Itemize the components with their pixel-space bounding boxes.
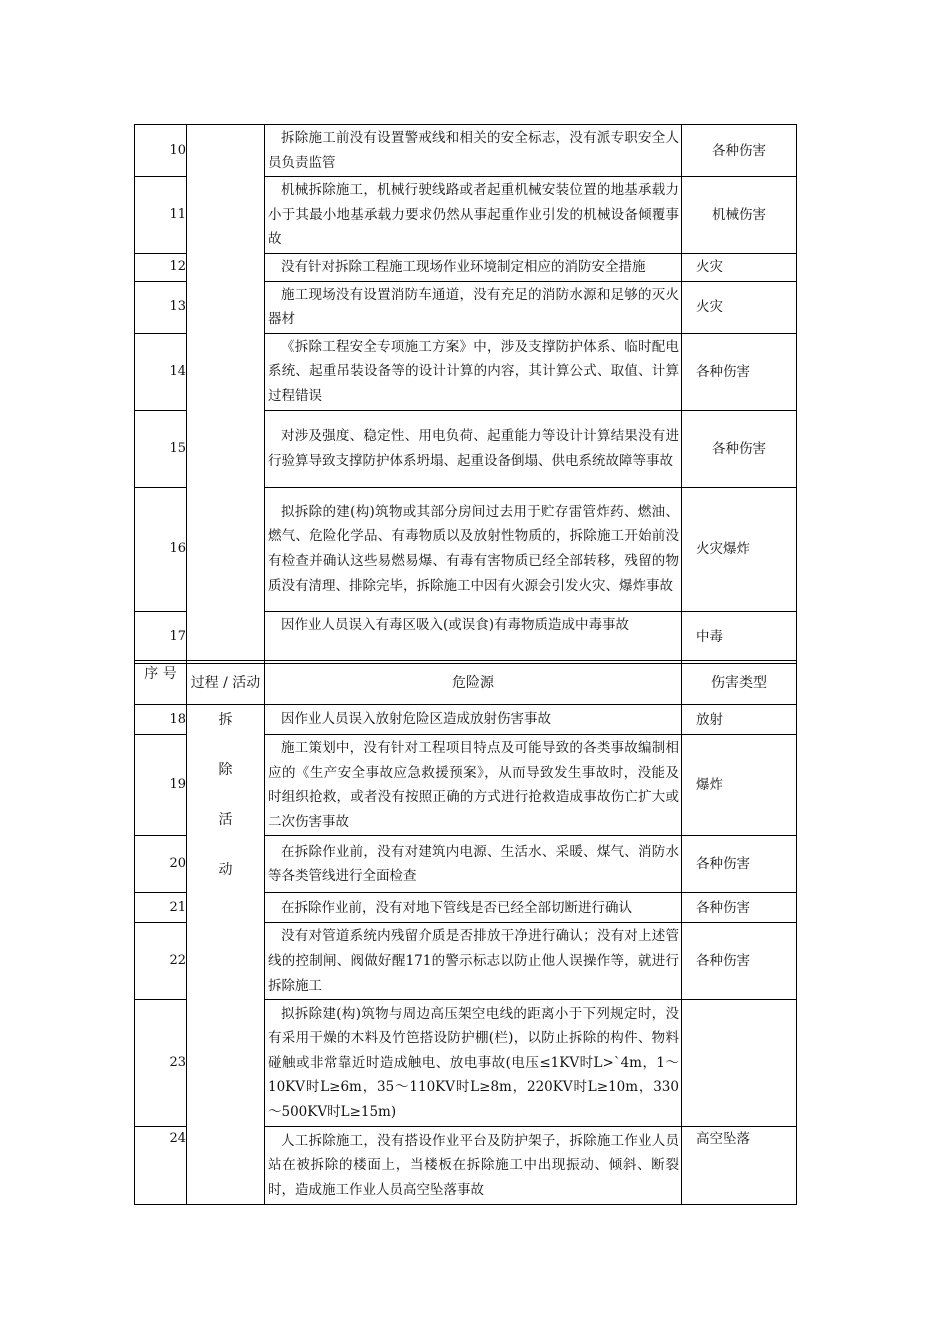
row-number: 16	[135, 487, 187, 611]
row-number: 11	[135, 177, 187, 254]
harm-type: 各种伤害	[682, 125, 797, 177]
hazard-source: 拆除施工前没有设置警戒线和相关的安全标志，没有派专职安全人员负责监管	[265, 125, 682, 177]
hazard-source: 拟拆除的建(构)筑物或其部分房间过去用于贮存雷管炸药、燃油、燃气、危险化学品、有毒物质以及放射性物质的，拆除施工开始前没有检查并确认这些易燃易爆、有毒有害物质已经全部转移，残留的物质没有清理、排除完毕，拆除施工中因有火源会引发火灾、爆炸事故	[265, 487, 682, 611]
row-number: 17	[135, 611, 187, 663]
harm-type: 各种伤害	[682, 410, 797, 487]
hazard-source: 在拆除作业前，没有对地下管线是否已经全部切断进行确认	[265, 893, 682, 923]
harm-type: 爆炸	[682, 735, 797, 836]
harm-type: 各种伤害	[682, 923, 797, 1000]
hazard-source: 对涉及强度、稳定性、用电负荷、起重能力等设计计算结果没有进行验算导致支撑防护体系坍塌、起重设备倒塌、供电系统故障等事故	[265, 410, 682, 487]
harm-type: 机械伤害	[682, 177, 797, 254]
hazard-source: 《拆除工程安全专项施工方案》中，涉及支撑防护体系、临时配电系统、起重吊装设备等的设计计算的内容，其计算公式、取值、计算过程错误	[265, 333, 682, 410]
table-header-row	[135, 661, 797, 705]
row-number: 20	[135, 836, 187, 893]
harm-type	[682, 1000, 797, 1127]
process-cell	[187, 705, 265, 1205]
header-seq: 序 号	[135, 661, 187, 705]
table-row	[135, 705, 797, 735]
hazard-table-part1	[134, 124, 797, 664]
header-harm-type: 伤害类型	[682, 661, 797, 705]
process-char: 除	[218, 762, 233, 778]
process-char: 活	[218, 812, 233, 828]
hazard-source: 施工策划中，没有针对工程项目特点及可能导致的各类事故编制相应的《生产安全事故应急救援预案》，从而导致发生事故时，没能及时组织抢救，或者没有按照正确的方式进行抢救造成事故伤亡扩大或二次伤害事故	[265, 735, 682, 836]
table-row	[135, 125, 797, 177]
header-process: 过程 / 活动	[187, 661, 265, 705]
row-number: 13	[135, 281, 187, 333]
hazard-source: 没有对管道系统内残留介质是否排放干净进行确认；没有对上述管线的控制闸、阀做好醒171的警示标志以防止他人误操作等，就进行拆除施工	[265, 923, 682, 1000]
hazard-source: 因作业人员误入有毒区吸入(或误食)有毒物质造成中毒事故	[265, 611, 682, 663]
row-number: 18	[135, 705, 187, 735]
harm-type: 火灾	[682, 253, 797, 281]
row-number: 15	[135, 410, 187, 487]
row-number: 21	[135, 893, 187, 923]
hazard-source: 因作业人员误入放射危险区造成放射伤害事故	[265, 705, 682, 735]
harm-type: 各种伤害	[682, 333, 797, 410]
harm-type: 各种伤害	[682, 893, 797, 923]
harm-type: 高空坠落	[682, 1127, 797, 1205]
row-number: 23	[135, 1000, 187, 1127]
hazard-table-part2	[134, 660, 797, 1205]
process-label	[187, 705, 264, 909]
hazard-source: 机械拆除施工，机械行驶线路或者起重机械安装位置的地基承载力小于其最小地基承载力要求仍然从事起重作业引发的机械设备倾覆事故	[265, 177, 682, 254]
hazard-source: 施工现场没有设置消防车通道，没有充足的消防水源和足够的灭火器材	[265, 281, 682, 333]
harm-type: 火灾爆炸	[682, 487, 797, 611]
harm-type: 各种伤害	[682, 836, 797, 893]
header-hazard: 危险源	[265, 661, 682, 705]
row-number: 10	[135, 125, 187, 177]
hazard-source: 没有针对拆除工程施工现场作业环境制定相应的消防安全措施	[265, 253, 682, 281]
row-number: 12	[135, 253, 187, 281]
process-cell	[187, 125, 265, 664]
row-number: 14	[135, 333, 187, 410]
harm-type: 火灾	[682, 281, 797, 333]
process-char: 动	[218, 862, 233, 878]
hazard-source: 拟拆除建(构)筑物与周边高压架空电线的距离小于下列规定时，没有采用干燥的木料及竹笆搭设防护棚(栏)，以防止拆除的构件、物料碰触或非常靠近时造成触电、放电事故(电压≤1KV时L>`4m，1～10KV时L≥6m，35～110KV时L≥8m，220KV时L≥10m，330～500KV时L≥15m)	[265, 1000, 682, 1127]
row-number: 22	[135, 923, 187, 1000]
harm-type: 放射	[682, 705, 797, 735]
row-number: 24	[135, 1127, 187, 1205]
row-number: 19	[135, 735, 187, 836]
hazard-source: 在拆除作业前，没有对建筑内电源、生活水、采暖、煤气、消防水等各类管线进行全面检查	[265, 836, 682, 893]
harm-type: 中毒	[682, 611, 797, 663]
process-char: 拆	[218, 712, 233, 728]
hazard-source: 人工拆除施工，没有搭设作业平台及防护架子，拆除施工作业人员站在被拆除的楼面上，当楼板在拆除施工中出现振动、倾斜、断裂时，造成施工作业人员高空坠落事故	[265, 1127, 682, 1205]
